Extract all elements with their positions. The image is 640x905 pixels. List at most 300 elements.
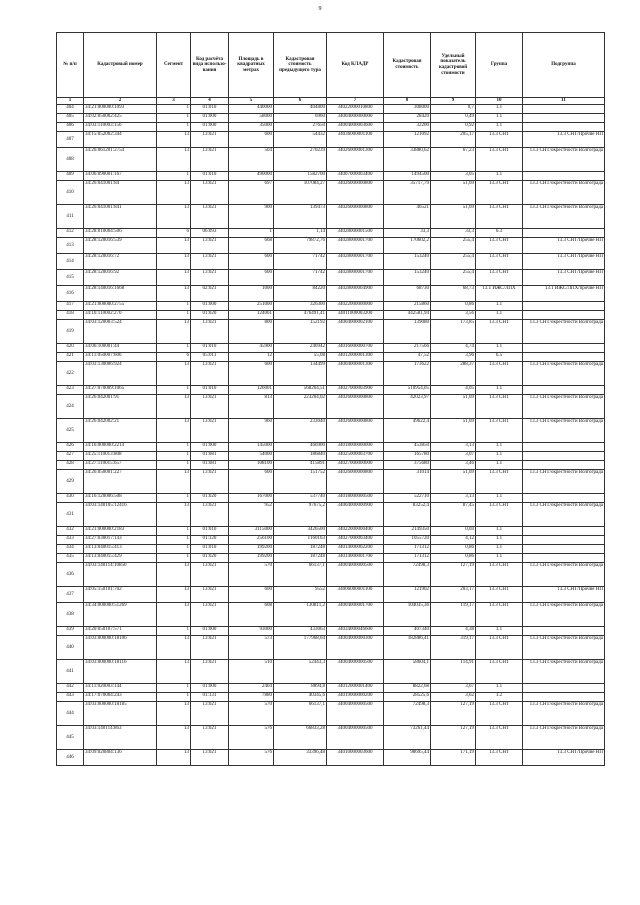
cell-sg: 13.3 СНТ/Прочие НП [523,132,605,148]
cell-v: 510954,05 [384,386,431,395]
cell-g: 1.1 [476,172,523,181]
table-row [57,229,605,238]
cell-kn: 34:20:050107:571 [84,627,157,636]
cell-p: 130811,2 [274,603,327,627]
cell-n: 427 [57,452,84,461]
cell-a: 7880 [229,693,274,702]
cell-a: 600 [229,587,274,603]
cell-n: 442 [57,684,84,693]
cell-a: 199200 [229,554,274,563]
header-cell: Кадастровая стоимость предыдущего тура [274,33,327,98]
cell-s: 1 [157,627,191,636]
cell-u: 3,62 [431,693,476,702]
cell-u: 3,13 [431,494,476,503]
cell-sg [523,123,605,132]
cell-sg [523,452,605,461]
cell-a: 960 [229,419,274,443]
cell-sg [523,114,605,123]
cell-s: 13 [157,132,191,148]
cell-kl: 34007000003400 [327,172,384,181]
cell-v: 49622,4 [384,419,431,443]
cell-u: 0,69 [431,527,476,536]
cell-a: 600 [229,270,274,286]
cell-kn: 34:03:000000:18185 [84,702,157,726]
cell-kl: 34004000001300 [327,362,384,386]
cell-sg [523,386,605,395]
column-number: 9 [431,98,476,105]
cell-kn: 34:27:110015:657 [84,461,157,470]
cell-g: 1.1 [476,545,523,554]
header-cell: Код расчёта вида использо-вания [191,33,229,98]
cell-sg [523,627,605,636]
cell-u: 0,49 [431,114,476,123]
cell-v: 173622 [384,362,431,386]
cell-n: 423 [57,386,84,395]
cell-k: 13:021 [191,587,229,603]
cell-n: 408 [57,148,84,172]
cell-a: 608 [229,603,274,627]
cell-k: 13:021 [191,563,229,587]
cell-a: 1 [229,229,274,238]
cell-v: 121902 [384,587,431,603]
column-number: 1 [57,98,84,105]
cell-u: 68,73 [431,286,476,302]
cell-u: 51,69 [431,181,476,205]
cell-u: 67,23 [431,148,476,172]
cell-kl: 34028000001700 [327,238,384,254]
header-cell: Подгруппа [523,33,605,98]
cell-p: 326300 [274,302,327,311]
cell-a: 900 [229,205,274,229]
cell-s: 1 [157,494,191,503]
cell-n: 424 [57,395,84,419]
cell-u: 3,07 [431,452,476,461]
cell-v: 2149350 [384,527,431,536]
cell-sg: 13.3 СНТ/окрестности Волгограда [523,726,605,750]
cell-sg [523,443,605,452]
cell-s: 1 [157,527,191,536]
cell-p: 139473 [274,205,327,229]
cell-sg: 13.3 СНТ/Прочие НП [523,254,605,270]
cell-u: 255,4 [431,254,476,270]
cell-n: 413 [57,238,84,254]
cell-kl: 34006000001100 [327,587,384,603]
cell-k: 01:081 [191,452,229,461]
header-cell: Удельный показатель кадастровой стоимости [431,33,476,98]
cell-u: 3,96 [431,353,476,362]
cell-k: 01:020 [191,311,229,320]
table-row [57,693,605,702]
cell-v: 28525,6 [384,693,431,702]
cell-kl: 34022000000400 [327,527,384,536]
cell-a: 600 [229,362,274,386]
cell-n: 419 [57,320,84,344]
cell-n: 414 [57,254,84,270]
cell-k: 13:021 [191,270,229,286]
table-row [57,603,605,627]
header-cell: Группа [476,33,523,98]
header-cell: Код КЛАДР [327,33,384,98]
cell-a: 35000 [229,123,274,132]
cell-p: 52443,3 [274,660,327,684]
cell-k: 01:000 [191,627,229,636]
cell-u: 51,69 [431,395,476,419]
cell-n: 439 [57,627,84,636]
cell-g: 1.1 [476,105,523,114]
table-row [57,105,605,114]
cell-g: 13.3 СНТ [476,395,523,419]
cell-n: 412 [57,229,84,238]
cell-sg: 13.3 СНТ/окрестности Волгограда [523,660,605,684]
cell-s: 13 [157,238,191,254]
cell-g: 13.3 СНТ [476,636,523,660]
cell-sg: 13.3 СНТ/окрестности Волгограда [523,702,605,726]
cell-kn: 34:03:110003:156 [84,123,157,132]
cell-u: 127,19 [431,726,476,750]
table-row [57,386,605,395]
cell-a: 108100 [229,461,274,470]
table-row [57,114,605,123]
cell-kn: 34:03:140114:863 [84,726,157,750]
cell-s: 13 [157,702,191,726]
cell-n: 433 [57,536,84,545]
cell-kl: 34004000002100 [327,320,384,344]
table-row [57,344,605,353]
cell-a: 251000 [229,302,274,311]
cell-kl: 34028000004900 [327,286,384,302]
cell-g: 6.3 [476,229,523,238]
cell-p: 415891 [274,461,327,470]
cell-u: 255,4 [431,270,476,286]
cell-a: 45900 [229,344,274,353]
cell-kn: 34:03:130006:924 [84,362,157,386]
table-row [57,563,605,587]
cell-g: 13.3 СНТ [476,181,523,205]
cell-g: 13.3 СНТ [476,563,523,587]
cell-u: 51,69 [431,419,476,443]
cell-u: 51,69 [431,205,476,229]
column-number: 7 [327,98,384,105]
cell-k: 13:021 [191,148,229,172]
cell-sg [523,229,605,238]
cell-s: 1 [157,114,191,123]
cell-v: 215860 [384,302,431,311]
cell-g: 6.5 [476,353,523,362]
cell-p: 186840 [274,452,327,461]
cell-kl: 34027000003400 [327,536,384,545]
cell-g: 13.3 СНТ [476,205,523,229]
cell-kl: 34004000000500 [327,660,384,684]
cell-u: 0,7 [431,105,476,114]
cell-v: 308000 [384,105,431,114]
cell-sg [523,105,605,114]
cell-a: 2404 [229,684,274,693]
cell-kl: 34026000001300 [327,148,384,172]
cell-sg [523,461,605,470]
cell-g: 13.3 СНТ [476,238,523,254]
cell-k: 01:000 [191,302,229,311]
cell-u: 0,86 [431,545,476,554]
cell-sg: 13.3 СНТ/окрестности Волгограда [523,320,605,344]
cell-kl: 34018000000000 [327,443,384,452]
cell-s: 13 [157,286,191,302]
cell-s: 1 [157,311,191,320]
cell-p: 1582700 [274,172,327,181]
cell-sg: 13.3 СНТ/окрестности Волгограда [523,603,605,627]
cell-sg: 13.3 СНТ/окрестности Волгограда [523,503,605,527]
cell-sg [523,302,605,311]
cell-v: 153240 [384,254,431,270]
cell-u: 319,17 [431,636,476,660]
cell-a: 573 [229,636,274,660]
cell-sg [523,554,605,563]
cell-kl: 34036000001100 [327,132,384,148]
cell-k: 13:021 [191,503,229,527]
cell-s: 1 [157,452,191,461]
cell-g: 1.1 [476,311,523,320]
cell-k: 01:131 [191,693,229,702]
cell-v: 33,3 [384,229,431,238]
cell-p: 233040 [274,419,327,443]
cell-s: 1 [157,554,191,563]
cell-sg [523,172,605,181]
cell-u: 87,45 [431,503,476,527]
cell-v: 217566 [384,344,431,353]
column-number: 10 [476,98,523,105]
cell-g: 13.3 СНТ [476,470,523,494]
cell-g: 1.1 [476,386,523,395]
cell-a: 54000 [229,452,274,461]
cell-kn: 34:11:020003:144 [84,684,157,693]
cell-kn: 34:21:000000:2755 [84,302,157,311]
cell-a: 813 [229,395,274,419]
table-row [57,238,605,254]
cell-u: 4,38 [431,627,476,636]
cell-s: 13 [157,587,191,603]
cell-kl: 34004000003600 [327,123,384,132]
table-row [57,443,605,452]
cell-v: 68730 [384,286,431,302]
cell-n: 411 [57,205,84,229]
cell-kn: 34:26:042002:21 [84,419,157,443]
cell-s: 13 [157,148,191,172]
cell-p: 187248 [274,545,327,554]
cell-p: 568264,51 [274,386,327,395]
cell-k: 01:081 [191,461,229,470]
cell-k: 01:020 [191,554,229,563]
cell-p: 6960 [274,114,327,123]
cell-kl: 34019000000200 [327,693,384,702]
cell-g: 1.1 [476,554,523,563]
cell-kl: 34034000046600 [327,627,384,636]
cell-u: 0,92 [431,123,476,132]
cell-u: 0,86 [431,302,476,311]
cell-n: 446 [57,750,84,766]
column-number: 6 [274,98,327,105]
cell-u: 119,17 [431,603,476,627]
cell-kl: 34027000003900 [327,386,384,395]
cell-u: 51,69 [431,470,476,494]
cell-u: 205,17 [431,132,476,148]
cell-kn: 34:28:140016:1668 [84,286,157,302]
cell-n: 409 [57,172,84,181]
cell-s: 1 [157,123,191,132]
cell-p: 66137,1 [274,563,327,587]
table-row [57,395,605,419]
table-row [57,132,605,148]
cell-a: 12 [229,353,274,362]
cell-kn: 34:25:110013:808 [84,452,157,461]
cell-a: 600 [229,470,274,494]
cell-p: 71742 [274,270,327,286]
cell-n: 443 [57,693,84,702]
cell-u: 3,46 [431,461,476,470]
cell-k: 13:021 [191,132,229,148]
cell-p: 3426500 [274,527,327,536]
cell-k: 13:021 [191,750,229,766]
cell-u: 3,56 [431,311,476,320]
cell-sg [523,536,605,545]
cell-u: 127,19 [431,702,476,726]
cell-k: 13:021 [191,205,229,229]
cell-s: 13 [157,726,191,750]
cell-kl: 34022000010800 [327,105,384,114]
cell-a: 93000 [229,627,274,636]
header-cell: Сегмент [157,33,191,98]
cell-kn: 34:26:041001:84 [84,181,157,205]
column-number: 3 [157,98,191,105]
cell-v: 153240 [384,270,431,286]
cell-n: 420 [57,344,84,353]
table-row [57,545,605,554]
cell-k: 13:021 [191,395,229,419]
column-number: 2 [84,98,157,105]
cell-s: 1 [157,344,191,353]
cell-s: 13 [157,750,191,766]
cell-u: 33,3 [431,229,476,238]
cell-sg: 13.3 СНТ/окрестности Волгограда [523,181,605,205]
cell-kl: 34028000001500 [327,229,384,238]
cell-u: 288,37 [431,362,476,386]
cell-g: 13.3 СНТ [476,503,523,527]
cell-a: 440000 [229,105,274,114]
cell-kn: 34:06:090001:167 [84,172,157,181]
cell-kn: 34:16:000000:2214 [84,443,157,452]
cell-u: 4,05 [431,386,476,395]
cell-g: 1.1 [476,461,523,470]
table-row [57,554,605,563]
cell-p: 177968,04 [274,636,327,660]
cell-n: 428 [57,461,84,470]
cell-k: 13:021 [191,660,229,684]
cell-kn: 34:03:140114:10850 [84,563,157,587]
table-row [57,702,605,726]
cell-s: 13 [157,603,191,627]
table-row [57,587,605,603]
cell-s: 13 [157,419,191,443]
cell-g: 1.1 [476,494,523,503]
table-row [57,527,605,536]
cell-v: 32200 [384,123,431,132]
cell-kn: 34:26:041001:841 [84,205,157,229]
cell-n: 405 [57,114,84,123]
table-row [57,627,605,636]
cell-p: 476491,41 [274,311,327,320]
cell-n: 435 [57,554,84,563]
table-row [57,503,605,527]
cell-a: 668 [229,238,274,254]
table-row [57,494,605,503]
cell-v: 171312 [384,554,431,563]
cell-s: 13 [157,636,191,660]
cell-kn: 34:27:070009:1065 [84,386,157,395]
cell-n: 415 [57,270,84,286]
cell-v: 72498,3 [384,563,431,587]
cell-n: 436 [57,563,84,587]
cell-a: 504 [229,148,274,172]
cell-kl: 34004000000500 [327,563,384,587]
cell-g: 1.1 [476,627,523,636]
cell-kl: 34025000003700 [327,452,384,461]
cell-p: 223204,02 [274,395,327,419]
cell-p: 404800 [274,105,327,114]
cell-p: 66137,1 [274,702,327,726]
cell-sg: 13.3 СНТ/окрестности Волгограда [523,148,605,172]
cell-a: 570 [229,702,274,726]
cell-v: 139080 [384,320,431,344]
cell-g: 13.1 ИЖС/ЛПХ [476,286,523,302]
cell-k: 13:021 [191,320,229,344]
column-number: 4 [191,98,229,105]
cell-kn: 34:34:000000:51269 [84,603,157,627]
cell-kl: 34012000001300 [327,353,384,362]
cell-kl: 34004000000300 [327,636,384,660]
table-row [57,302,605,311]
cell-a: 126001 [229,386,274,395]
cell-u: 0,86 [431,554,476,563]
cell-k: 01:010 [191,545,229,554]
column-number: 5 [229,98,274,105]
cell-s: 13 [157,503,191,527]
cell-a: 576 [229,726,274,750]
cell-kn: 34:26:061201:2754 [84,148,157,172]
table-row [57,470,605,494]
cell-kn: 34:26:042001:91 [84,395,157,419]
cell-g: 13.3 СНТ [476,254,523,270]
cell-p: 84220 [274,286,327,302]
cell-u: 127,19 [431,563,476,587]
cell-v: 170602,2 [384,238,431,254]
cell-n: 407 [57,132,84,148]
cell-k: 01:010 [191,172,229,181]
cell-p: 1160163 [274,536,327,545]
cell-n: 404 [57,105,84,114]
cell-sg [523,693,605,702]
table-row [57,320,605,344]
table-row [57,286,605,302]
column-number: 11 [523,98,605,105]
cell-a: 800 [229,320,274,344]
cell-kn: 34:03:000000:18106 [84,636,157,660]
cell-kn: 34:27:030017:143 [84,536,157,545]
cell-n: 426 [57,443,84,452]
cell-sg: 13.3 СНТ/окрестности Волгограда [523,205,605,229]
cell-g: 13.3 СНТ [476,603,523,627]
table-body [57,105,605,766]
cell-a: 256100 [229,536,274,545]
page-number: 9 [318,6,322,12]
cell-kn: 34:21:000000:2183 [84,527,157,536]
